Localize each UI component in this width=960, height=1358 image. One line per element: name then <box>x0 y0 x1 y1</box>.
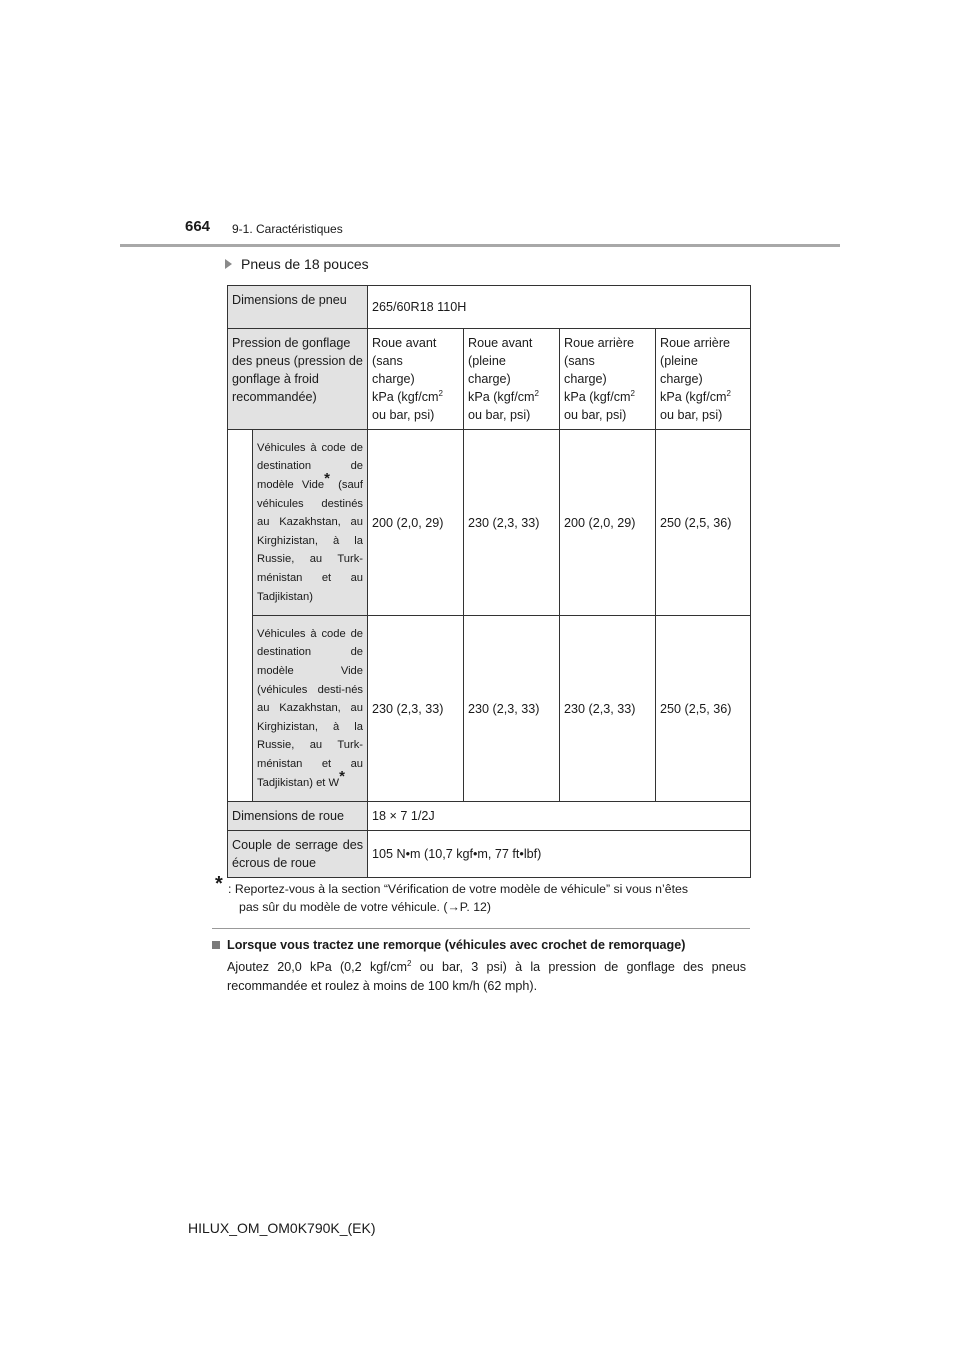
column-header-front-unloaded <box>368 329 464 430</box>
col-unit-sup: 2 <box>534 388 539 398</box>
col-unit-sup: 2 <box>630 388 635 398</box>
footnote-star: * <box>324 469 330 487</box>
col-line: ou bar, psi) <box>372 408 435 422</box>
tire-size-label: Dimensions de pneu <box>228 286 368 329</box>
footnote-star-mark: * <box>215 873 223 895</box>
pressure-cell: 230 (2,3, 33) <box>368 616 464 802</box>
square-bullet-icon <box>212 941 220 949</box>
pressure-cell: 230 (2,3, 33) <box>464 430 560 616</box>
pressure-row <box>228 616 751 802</box>
column-header-front-loaded <box>464 329 560 430</box>
page-number: 664 <box>185 218 211 235</box>
col-line: charge) <box>468 372 511 386</box>
towing-heading-text: Lorsque vous tractez une remorque (véhicules avec crochet de remorquage) <box>227 938 686 952</box>
header-divider <box>120 244 840 247</box>
section-divider <box>212 928 750 929</box>
col-unit: kPa (kgf/cm <box>372 390 439 404</box>
section-title: 9-1. Caractéristiques <box>232 222 343 236</box>
col-unit-line <box>372 388 459 406</box>
torque-label: Couple de serrage des écrous de roue <box>228 831 368 878</box>
row-label-vehicle-group <box>253 430 368 616</box>
col-unit: kPa (kgf/cm <box>564 390 631 404</box>
row-label-text: Véhicules à code de destination de modèle Vide (véhicules desti-nés au Kazakhstan, au Kirghizistan, à la Russie, au Turk-ménistan et au Tadjikistan) et W <box>257 627 364 789</box>
col-unit: kPa (kgf/cm <box>468 390 535 404</box>
pressure-cell: 230 (2,3, 33) <box>464 616 560 802</box>
wheel-size-label: Dimensions de roue <box>228 802 368 831</box>
towing-sup: 2 <box>407 958 412 968</box>
col-line: charge) <box>660 372 703 386</box>
col-line: Roue arrière <box>660 336 731 350</box>
torque-row <box>228 831 751 878</box>
col-unit: kPa (kgf/cm <box>660 390 727 404</box>
wheel-size-row <box>228 802 751 831</box>
col-line: ou bar, psi) <box>564 408 627 422</box>
col-line: (sans <box>372 354 403 368</box>
pressure-cell: 250 (2,5, 36) <box>656 430 751 616</box>
col-line: (sans <box>564 354 595 368</box>
subsection-title: Pneus de 18 pouces <box>241 256 369 272</box>
col-line: Roue avant <box>372 336 437 350</box>
pressure-cell: 200 (2,0, 29) <box>368 430 464 616</box>
col-unit-line <box>660 388 746 406</box>
col-unit-line <box>564 388 651 406</box>
footnote-text <box>228 880 750 916</box>
col-line: ou bar, psi) <box>468 408 531 422</box>
pressure-cell: 230 (2,3, 33) <box>560 616 656 802</box>
col-line: ou bar, psi) <box>660 408 723 422</box>
tire-size-row <box>228 286 751 329</box>
towing-text: ou bar, 3 psi) à la pression de gonflage des pneus recommandée et roulez à moins de 100 km/h (62 mph). <box>227 960 746 993</box>
footnote-star: * <box>339 767 345 785</box>
row-label-text: (sauf véhicules destinés au Kazakhstan, au Kirghizistan, à la Russie, au Turk-ménistan et au Tadjikistan) <box>257 479 364 603</box>
footer-code: HILUX_OM_OM0K790K_(EK) <box>188 1220 376 1236</box>
col-unit-sup: 2 <box>726 388 731 398</box>
footnote-link-line[interactable]: pas sûr du modèle de votre véhicule. (→P. 12) <box>239 900 491 914</box>
column-header-rear-loaded <box>656 329 751 430</box>
tire-spec-table <box>227 285 751 878</box>
towing-text: Ajoutez 20,0 kPa (0,2 kgf/cm <box>227 960 408 974</box>
pressure-label: Pression de gonflage des pneus (pression de gonflage à froid recommandée) <box>228 329 368 430</box>
towing-paragraph <box>227 958 746 995</box>
col-line: Roue arrière <box>564 336 635 350</box>
col-line: Roue avant <box>468 336 533 350</box>
tire-size-value: 265/60R18 110H <box>368 286 751 329</box>
column-header-rear-unloaded <box>560 329 656 430</box>
indent-spacer <box>228 430 253 802</box>
pressure-cell: 200 (2,0, 29) <box>560 430 656 616</box>
col-line: charge) <box>564 372 607 386</box>
pressure-cell: 250 (2,5, 36) <box>656 616 751 802</box>
towing-heading <box>212 938 685 952</box>
torque-value: 105 N•m (10,7 kgf•m, 77 ft•lbf) <box>368 831 751 878</box>
pressure-row <box>228 430 751 616</box>
col-unit-sup: 2 <box>438 388 443 398</box>
row-label-vehicle-group <box>253 616 368 802</box>
subsection-heading <box>225 256 369 272</box>
footnote-line: : Reportez-vous à la section “Vérification de votre modèle de véhicule” si vous n’êtes <box>228 882 688 896</box>
wheel-size-value: 18 × 7 1/2J <box>368 802 751 831</box>
pressure-header-row <box>228 329 751 430</box>
col-line: (pleine <box>660 354 698 368</box>
col-line: (pleine <box>468 354 506 368</box>
row-label-text: Véhicules à code de destination de modèle Vide <box>257 441 364 492</box>
col-unit-line <box>468 388 555 406</box>
col-line: charge) <box>372 372 415 386</box>
triangle-bullet-icon <box>225 259 232 269</box>
